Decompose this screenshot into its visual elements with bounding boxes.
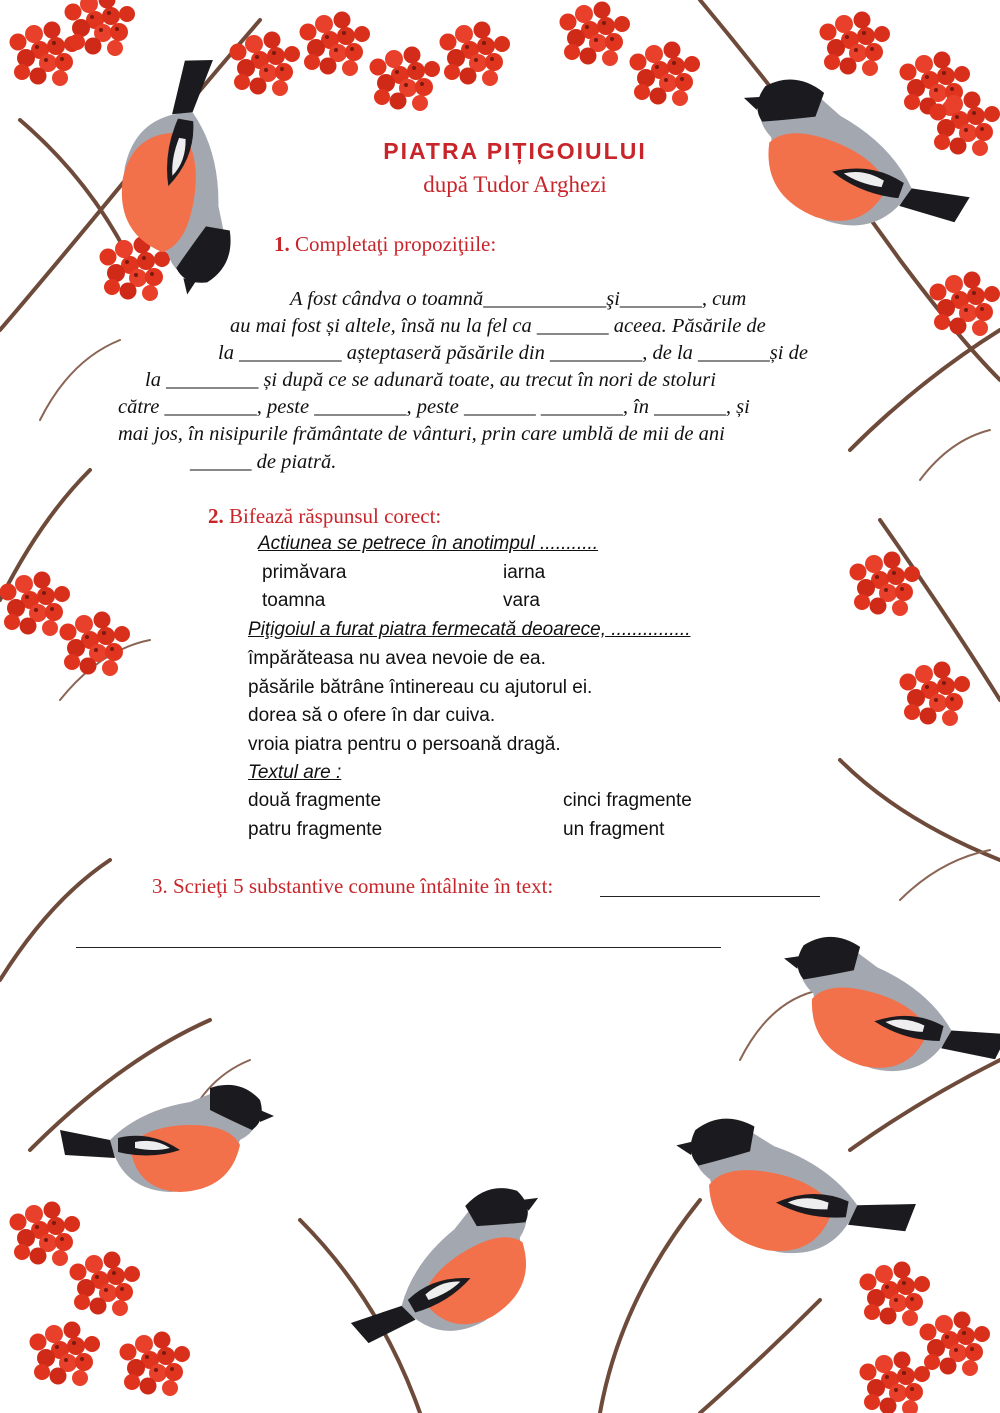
fill-in-line-5[interactable]: către _________, peste _________, peste _______ ________, în _______, și <box>118 396 750 418</box>
option-cinci-fragmente[interactable]: cinci fragmente <box>563 790 692 811</box>
option-patru-fragmente[interactable]: patru fragmente <box>248 819 383 840</box>
fill-in-line-1[interactable]: A fost cândva o toamnă____________şi________, cum <box>290 288 747 310</box>
option-reason-4[interactable]: vroia piatra pentru o persoană dragă. <box>248 734 561 755</box>
fill-in-line-7[interactable]: ______ de piatră. <box>190 451 337 473</box>
answer-line-1[interactable] <box>600 896 820 897</box>
page-subtitle: după Tudor Arghezi <box>423 172 607 197</box>
option-doua-fragmente[interactable]: două fragmente <box>248 790 382 811</box>
fragments-prompt: Textul are : <box>248 762 342 783</box>
option-reason-3[interactable]: dorea să o ofere în dar cuiva. <box>248 705 496 726</box>
option-un-fragment[interactable]: un fragment <box>563 819 665 840</box>
option-vara[interactable]: vara <box>503 590 540 611</box>
question-2-number: 2. <box>208 504 224 528</box>
fill-in-line-3[interactable]: la __________ așteptaseră păsările din _________, de la _______și de <box>218 342 808 364</box>
page-title: PIATRA PIȚIGOIULUI <box>383 138 647 164</box>
question-1-heading <box>274 232 496 257</box>
answer-line-2[interactable] <box>76 947 721 948</box>
season-prompt: Actiunea se petrece în anotimpul ........... <box>258 533 599 554</box>
fill-in-line-4[interactable]: la _________ și după ce se adunară toate, au trecut în nori de stoluri <box>145 369 716 391</box>
option-reason-1[interactable]: împărăteasa nu avea nevoie de ea. <box>248 648 546 669</box>
option-toamna[interactable]: toamna <box>262 590 326 611</box>
question-2-heading <box>208 504 441 529</box>
option-primavara[interactable]: primăvara <box>262 562 347 583</box>
question-1-label: Completaţi propoziţiile: <box>295 232 497 256</box>
question-1-number: 1. <box>274 232 290 256</box>
option-reason-2[interactable]: păsările bătrâne întinereau cu ajutorul ei. <box>248 677 593 698</box>
fill-in-line-6[interactable]: mai jos, în nisipurile frământate de vânturi, prin care umblă de mii de ani <box>118 423 725 445</box>
option-iarna[interactable]: iarna <box>503 562 546 583</box>
reason-prompt: Piţigoiul a furat piatra fermecată deoarece, ............... <box>248 619 691 640</box>
question-2-label: Bifează răspunsul corect: <box>229 504 442 528</box>
question-3-label: 3. Scrieţi 5 substantive comune întâlnite în text: <box>152 874 554 898</box>
fill-in-line-2[interactable]: au mai fost și altele, însă nu la fel ca _______ aceea. Păsările de <box>230 315 766 337</box>
